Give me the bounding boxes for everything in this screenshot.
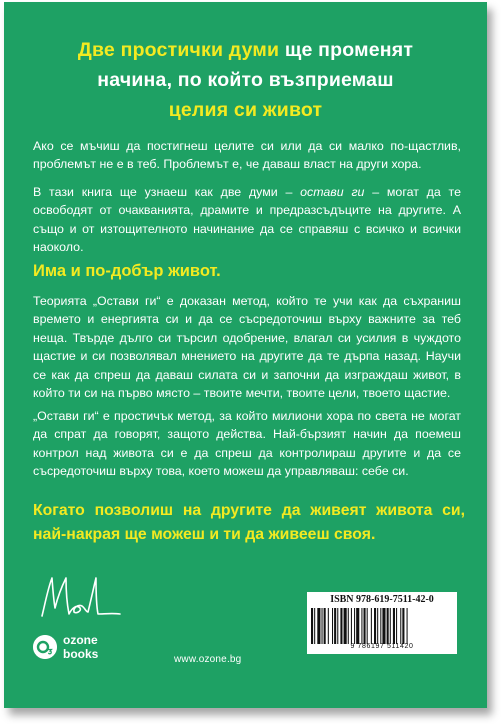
barcode-bars <box>311 608 453 644</box>
headline <box>4 35 487 125</box>
publisher-name-line-1: ozone <box>63 633 98 647</box>
publisher-name <box>63 633 98 661</box>
isbn-number: ISBN 978-619-7511-42-0 <box>330 594 434 605</box>
barcode-digits: 9 786197 511420 <box>350 643 414 650</box>
second-paragraph-italic: остави ги <box>300 185 365 199</box>
headline-text-1: ще променят <box>279 39 414 61</box>
headline-highlight-3: целия си живот <box>168 99 323 121</box>
publisher-logo <box>33 633 123 663</box>
publisher-name-line-2: books <box>63 647 99 661</box>
closing-statement: Когато позволиш на другите да живеят живота си, най-накрая ще можеш и ти да живееш своя. <box>33 502 465 543</box>
publisher-url: www.ozone.bg <box>174 654 242 665</box>
fourth-paragraph: „Остави ги“ е простичък метод, за който милиони хора по света не могат да спрат да говорят, защото действа. Най-бързият начин да поемеш контрол над живота си е да спреш да контролираш другите и да се съсредоточиш върху това, което можеш да управляваш: себе си. <box>33 409 461 479</box>
subheading: Има и по-добър живот. <box>33 262 221 280</box>
isbn-barcode <box>307 592 457 654</box>
third-paragraph: Теорията „Остави ги“ е доказан метод, който те учи как да съхраниш времето и енергията си и да се съсредоточиш върху важните за теб неща. Твърде дълго си търсил одобрение, влагал си усилия в чуждото щастие и си позволявал мнението на другите да те дърпа назад. Научи се как да спреш да даваш силата си и започни да изграждаш живот, в който ти си на първо място – твоите мечти, твоите цели, твоето щастие. <box>33 294 461 401</box>
second-paragraph <box>33 183 461 257</box>
signature-image <box>36 568 126 628</box>
book-back-cover <box>4 2 487 708</box>
ozone-o3-logo-icon <box>33 635 57 659</box>
headline-line-2: начина, по който възприемаш <box>97 69 394 91</box>
second-paragraph-start: В тази книга ще узнаеш как две думи – <box>33 185 301 199</box>
headline-highlight-1: Две простички думи <box>77 39 280 61</box>
intro-paragraph: Ако се мъчиш да постигнеш целите си или да си малко по-щастлив, проблемът не е в теб. Проблемът е, че даваш власт на други хора. <box>33 139 461 172</box>
second-paragraph-end: – могат да те освободят от очакванията, драмите и предразсъдъците на другите. А също и от изтощителното начинание да се справяш с всичко и всички наоколо. <box>33 185 461 255</box>
headline-line-1 <box>4 35 487 65</box>
